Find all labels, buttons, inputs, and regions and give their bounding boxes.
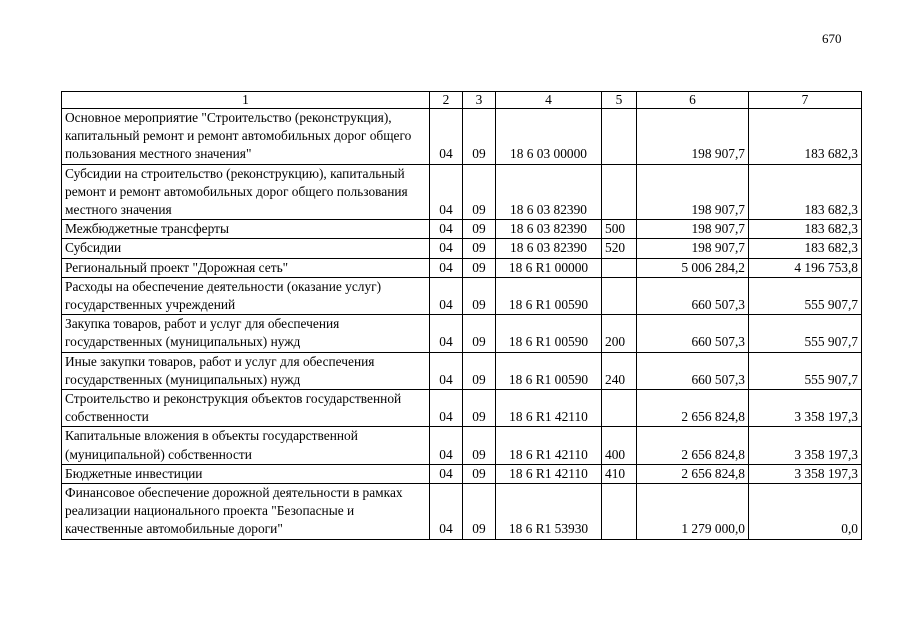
cell-target-article: 18 6 R1 42110 — [496, 427, 602, 464]
header-col-5: 5 — [602, 92, 637, 109]
cell-target-article: 18 6 R1 00000 — [496, 258, 602, 277]
cell-sum-year2: 0,0 — [749, 484, 862, 540]
table-row — [62, 464, 862, 483]
cell-subsection: 09 — [463, 390, 496, 427]
table-row — [62, 315, 862, 352]
cell-section: 04 — [430, 352, 463, 389]
cell-sum-year1: 2 656 824,8 — [637, 464, 749, 483]
cell-section: 04 — [430, 109, 463, 165]
cell-sum-year1: 1 279 000,0 — [637, 484, 749, 540]
cell-expense-type: 240 — [602, 352, 637, 389]
cell-name: Субсидии на строительство (реконструкцию), капитальный ремонт и ремонт автомобильных дорог общего пользования местного значения — [62, 164, 430, 220]
cell-section: 04 — [430, 164, 463, 220]
cell-sum-year1: 2 656 824,8 — [637, 427, 749, 464]
cell-section: 04 — [430, 239, 463, 258]
cell-target-article: 18 6 03 00000 — [496, 109, 602, 165]
cell-name: Межбюджетные трансферты — [62, 220, 430, 239]
cell-sum-year1: 660 507,3 — [637, 352, 749, 389]
table-row — [62, 220, 862, 239]
cell-section: 04 — [430, 484, 463, 540]
cell-expense-type — [602, 109, 637, 165]
cell-sum-year1: 2 656 824,8 — [637, 390, 749, 427]
cell-subsection: 09 — [463, 277, 496, 314]
cell-target-article: 18 6 R1 00590 — [496, 352, 602, 389]
cell-subsection: 09 — [463, 239, 496, 258]
cell-subsection: 09 — [463, 427, 496, 464]
header-col-6: 6 — [637, 92, 749, 109]
cell-section: 04 — [430, 277, 463, 314]
cell-expense-type: 500 — [602, 220, 637, 239]
header-col-7: 7 — [749, 92, 862, 109]
cell-section: 04 — [430, 464, 463, 483]
cell-expense-type: 400 — [602, 427, 637, 464]
cell-sum-year2: 555 907,7 — [749, 277, 862, 314]
table-row — [62, 390, 862, 427]
cell-sum-year1: 198 907,7 — [637, 109, 749, 165]
cell-name: Строительство и реконструкция объектов государственной собственности — [62, 390, 430, 427]
cell-name: Расходы на обеспечение деятельности (оказание услуг) государственных учреждений — [62, 277, 430, 314]
cell-section: 04 — [430, 427, 463, 464]
cell-sum-year2: 555 907,7 — [749, 352, 862, 389]
header-col-1: 1 — [62, 92, 430, 109]
cell-target-article: 18 6 03 82390 — [496, 220, 602, 239]
cell-subsection: 09 — [463, 352, 496, 389]
cell-name: Субсидии — [62, 239, 430, 258]
cell-name: Финансовое обеспечение дорожной деятельности в рамках реализации национального проекта "Безопасные и качественные автомобильные дороги" — [62, 484, 430, 540]
cell-expense-type: 410 — [602, 464, 637, 483]
cell-expense-type — [602, 164, 637, 220]
page-number: 670 — [822, 31, 842, 46]
table-row — [62, 484, 862, 540]
cell-sum-year2: 183 682,3 — [749, 109, 862, 165]
budget-table — [61, 91, 862, 540]
cell-subsection: 09 — [463, 220, 496, 239]
cell-subsection: 09 — [463, 315, 496, 352]
cell-name: Капитальные вложения в объекты государственной (муниципальной) собственности — [62, 427, 430, 464]
cell-sum-year2: 3 358 197,3 — [749, 464, 862, 483]
cell-target-article: 18 6 R1 00590 — [496, 315, 602, 352]
cell-target-article: 18 6 03 82390 — [496, 239, 602, 258]
table-row — [62, 164, 862, 220]
cell-expense-type — [602, 258, 637, 277]
cell-name: Закупка товаров, работ и услуг для обеспечения государственных (муниципальных) нужд — [62, 315, 430, 352]
cell-expense-type — [602, 277, 637, 314]
cell-subsection: 09 — [463, 484, 496, 540]
cell-sum-year1: 198 907,7 — [637, 220, 749, 239]
cell-subsection: 09 — [463, 464, 496, 483]
table-row — [62, 109, 862, 165]
cell-name: Региональный проект "Дорожная сеть" — [62, 258, 430, 277]
table-row — [62, 427, 862, 464]
header-col-2: 2 — [430, 92, 463, 109]
cell-target-article: 18 6 R1 42110 — [496, 464, 602, 483]
cell-name: Иные закупки товаров, работ и услуг для обеспечения государственных (муниципальных) нужд — [62, 352, 430, 389]
cell-target-article: 18 6 R1 53930 — [496, 484, 602, 540]
header-col-4: 4 — [496, 92, 602, 109]
cell-subsection: 09 — [463, 164, 496, 220]
cell-sum-year2: 3 358 197,3 — [749, 390, 862, 427]
table-row — [62, 239, 862, 258]
cell-target-article: 18 6 03 82390 — [496, 164, 602, 220]
cell-sum-year1: 198 907,7 — [637, 239, 749, 258]
cell-target-article: 18 6 R1 00590 — [496, 277, 602, 314]
header-col-3: 3 — [463, 92, 496, 109]
cell-sum-year1: 198 907,7 — [637, 164, 749, 220]
cell-sum-year2: 183 682,3 — [749, 220, 862, 239]
cell-section: 04 — [430, 220, 463, 239]
cell-sum-year1: 660 507,3 — [637, 315, 749, 352]
cell-name: Основное мероприятие "Строительство (реконструкция), капитальный ремонт и ремонт автомобильных дорог общего пользования местного значения" — [62, 109, 430, 165]
cell-sum-year2: 3 358 197,3 — [749, 427, 862, 464]
cell-expense-type: 520 — [602, 239, 637, 258]
cell-subsection: 09 — [463, 258, 496, 277]
cell-expense-type — [602, 390, 637, 427]
cell-target-article: 18 6 R1 42110 — [496, 390, 602, 427]
cell-sum-year2: 4 196 753,8 — [749, 258, 862, 277]
cell-expense-type — [602, 484, 637, 540]
cell-sum-year1: 5 006 284,2 — [637, 258, 749, 277]
cell-section: 04 — [430, 315, 463, 352]
cell-section: 04 — [430, 390, 463, 427]
table-row — [62, 352, 862, 389]
cell-sum-year2: 183 682,3 — [749, 239, 862, 258]
cell-expense-type: 200 — [602, 315, 637, 352]
table-row — [62, 258, 862, 277]
cell-name: Бюджетные инвестиции — [62, 464, 430, 483]
table-row — [62, 277, 862, 314]
cell-sum-year2: 183 682,3 — [749, 164, 862, 220]
cell-sum-year2: 555 907,7 — [749, 315, 862, 352]
cell-sum-year1: 660 507,3 — [637, 277, 749, 314]
cell-subsection: 09 — [463, 109, 496, 165]
header-row — [62, 92, 862, 109]
cell-section: 04 — [430, 258, 463, 277]
